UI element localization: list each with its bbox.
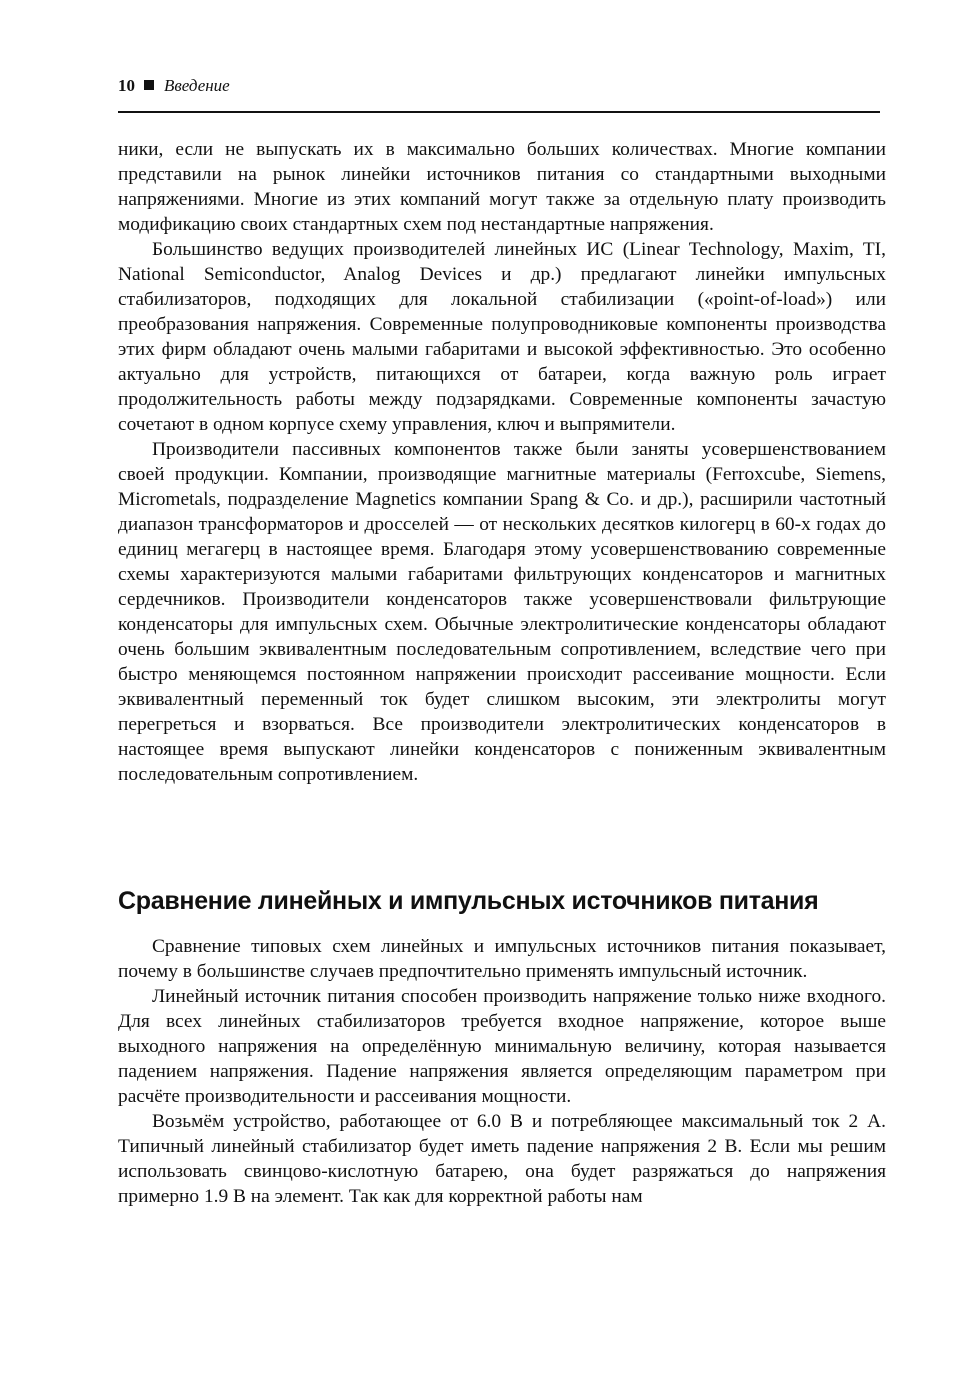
running-head	[118, 74, 880, 98]
section-paragraph: Возьмём устройство, работающее от 6.0 В и потребляющее максимальный ток 2 А. Типичный линейный стабилизатор будет иметь падение напряжения 2 В. Если мы решим использовать свинцово-кислотную батарею, она будет разряжаться до напряжения примерно 1.9 В на элемент. Так как для корректной работы нам	[118, 1111, 886, 1207]
body-text	[118, 137, 886, 787]
book-page	[118, 0, 886, 1388]
body-paragraph: Производители пассивных компонентов также были заняты усовершенствованием своей продукции. Компании, производящие магнитные материалы (Ferroxcube, Siemens, Micrometals, подразделение Magnetics компании Spang & Co. и др.), расширили частотный диапазон трансформаторов и дросселей — от нескольких десятков килогерц в 60-х годах до единиц мегагерц в настоящее время. Благодаря этому усовершенствованию современные схемы характеризуются малыми габаритами фильтрующих конденсаторов и магнитных сердечников. Производители конденсаторов также усовершенствовали фильтрующие конденсаторы для импульсных схем. Обычные электролитические конденсаторы обладают очень большим эквивалентным последовательным сопротивлением, вследствие чего при быстро меняющемся постоянном напряжении происходит рассеивание мощности. Если эквивалентный переменный ток будет слишком высоким, эти электролиты могут перегреться и взорваться. Все производители электролитических конденсаторов в настоящее время выпускают линейки конденсаторов с пониженным эквивалентным последовательным сопротивлением.	[118, 439, 886, 785]
body-paragraph: Большинство ведущих производителей линейных ИС (Linear Technology, Maxim, TI, National Semiconductor, Analog Devices и др.) предлагают линейки импульсных стабилизаторов, подходящих для локальной стабилизации («point-of-load») или преобразования напряжения. Современные полупроводниковые компоненты производства этих фирм обладают очень малыми габаритами и высокой эффективностью. Это особенно актуально для устройств, питающихся от батареи, когда важную роль играет продолжительность работы между подзарядками. Современные компоненты зачастую сочетают в одном корпусе схему управления, ключ и выпрямители.	[118, 239, 886, 435]
section-paragraph: Линейный источник питания способен производить напряжение только ниже входного. Для всех линейных стабилизаторов требуется входное напряжение, которое выше выходного напряжения на определённую минимальную величину, которая называется падением напряжения. Падение напряжения является определяющим параметром при расчёте производительности и рассеивания мощности.	[118, 986, 886, 1107]
section-text	[118, 934, 886, 1209]
page-number: 10	[118, 76, 135, 95]
running-head-section: Введение	[164, 76, 230, 95]
header-rule	[118, 111, 880, 113]
section-paragraph: Сравнение типовых схем линейных и импульсных источников питания показывает, почему в большинстве случаев предпочтительно применять импульсный источник.	[118, 936, 886, 982]
square-bullet-icon	[144, 80, 154, 90]
body-paragraph: ники, если не выпускать их в максимально больших количествах. Многие компании представили на рынок линейки источников питания со стандартными выходными напряжениями. Многие из этих компаний могут также за отдельную плату производить модификацию своих стандартных схем под нестандартные напряжения.	[118, 139, 886, 235]
section-heading: Сравнение линейных и импульсных источников питания	[118, 887, 819, 915]
